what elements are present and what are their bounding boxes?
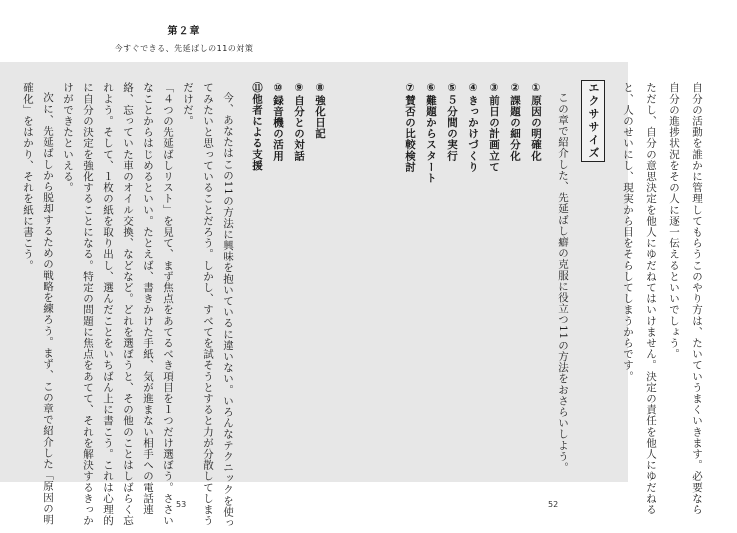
body-line: けができたといえる。 [62, 82, 74, 193]
body-line: 絡、忘っていた車のオイル交換、などなど。どれを選ぼうと、その他のことはしばらく忘 [122, 82, 134, 526]
method-item: ⑩録音機の活用 [272, 82, 284, 162]
body-line: 今、あなたはこの11の方法に興味を抱いているに違いない。いろんなテクニックを使っ [222, 92, 234, 529]
page-number-left: 53 [176, 500, 187, 509]
method-item: ③前日の計画立て [488, 82, 500, 173]
method-item: ①原因の明確化 [530, 82, 542, 162]
chapter-header [0, 22, 368, 54]
body-line: 次に、先延ばしから脱却するための戦略を練ろう。まず、この章で紹介した「原因の明 [42, 92, 54, 525]
exercise-intro: この章で紹介した、先延ばし癖の克服に役立つ11の方法をおさらいしよう。 [557, 92, 569, 473]
body-line: だけだ。 [182, 82, 194, 127]
method-item: ⑧強化日記 [314, 82, 326, 139]
body-line: 「４つの先延ばしリスト」を見て、まず焦点をあてるべき項目を１つだけ選ぼう。ささい [162, 82, 174, 526]
page-number-right: 52 [548, 500, 559, 509]
body-line: なことからはじめるといい。たとえば、書きかけた手紙、気が進まない相手への電話連 [142, 82, 154, 515]
method-item: ⑤５分間の実行 [446, 82, 458, 162]
body-line: れよう。そして、１枚の紙を取り出し、選んだことをいちばん上に書こう。これは心理的 [102, 82, 114, 526]
chapter-subtitle: 今すぐできる、先延ばしの11の対策 [114, 44, 254, 53]
exercise-heading: エクササイズ [581, 80, 605, 162]
method-item: ⑨自分との対話 [293, 82, 305, 162]
chapter-title: 第２章 [167, 26, 201, 37]
body-line: 確化」をはかり、それを紙に書こう。 [22, 82, 34, 271]
method-item: ⑦賛否の比較検討 [404, 82, 416, 173]
body-line: ただし、自分の意思決定を他人にゆだねてはいけません。決定の責任を他人にゆだねる [645, 82, 657, 515]
body-line: と、人のせいにし、現実から目をそらしてしまうからです。 [622, 82, 634, 382]
body-line: に自分の決定を強化することになる。特定の問題に焦点をあてて、それを解決するきっか [82, 82, 94, 526]
method-item: ④きっかけづくり [467, 82, 479, 173]
body-line: 自分の進捗状況をその人に逐一伝えるといいでしょう。 [668, 82, 680, 360]
method-item: ②課題の細分化 [509, 82, 521, 162]
method-item: ⑪他者による支援 [251, 82, 263, 171]
method-item: ⑥難題からスタート [425, 82, 437, 184]
body-line: 自分の活動を誰かに管理してもらうこのやり方は、たいていうまくいきます。必要なら [691, 82, 703, 515]
body-line: てみたいと思っていることだろう。しかし、すべてを試そうとすると力が分散してしまう [202, 82, 214, 526]
